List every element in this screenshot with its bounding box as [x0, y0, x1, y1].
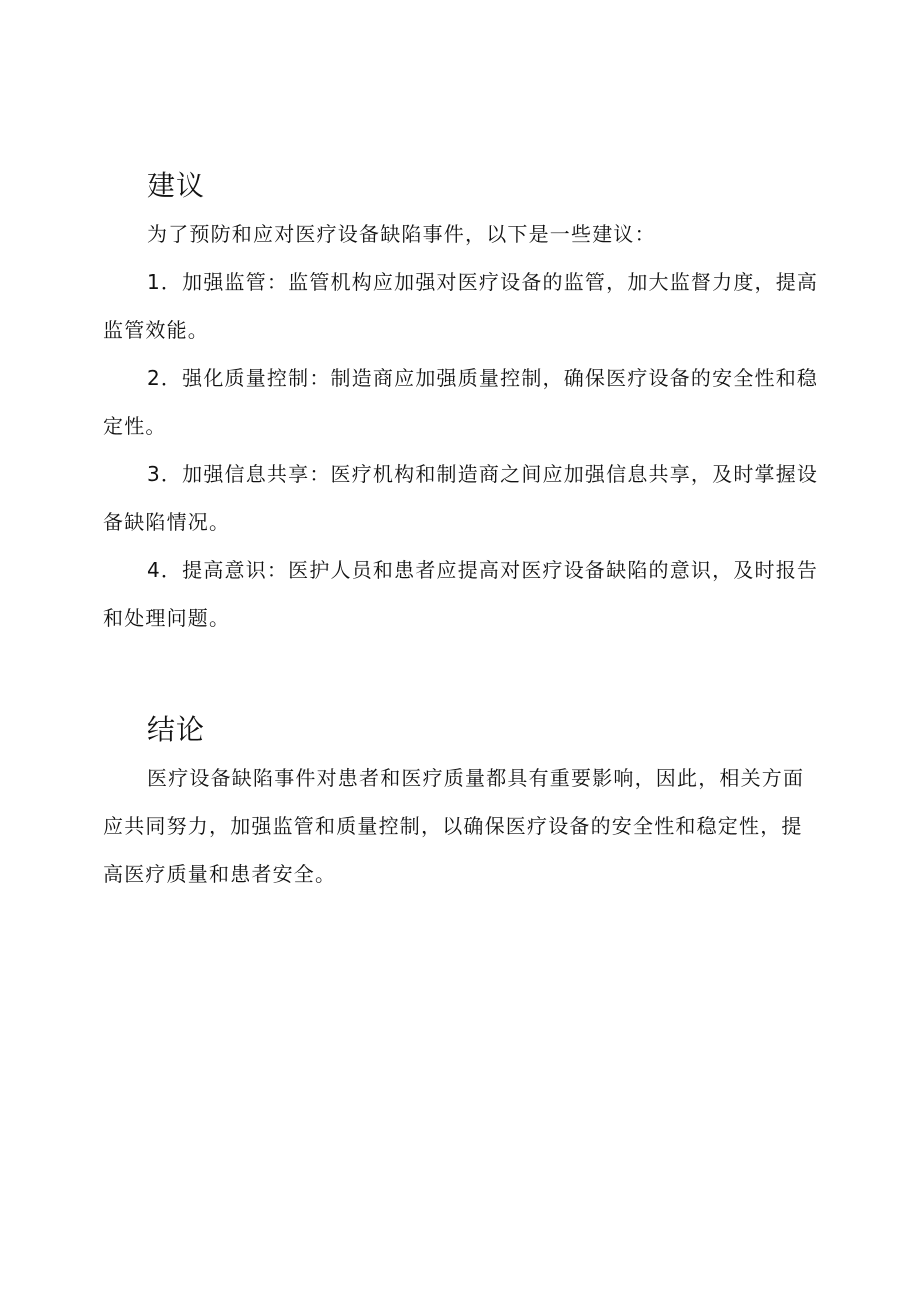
intro-paragraph: 为了预防和应对医疗设备缺陷事件，以下是一些建议：: [147, 222, 656, 246]
suggestion-item-2: 2．强化质量控制：制造商应加强质量控制，确保医疗设备的安全性和稳定性。: [103, 366, 819, 438]
conclusion-paragraph: 医疗设备缺陷事件对患者和医疗质量都具有重要影响，因此，相关方面应共同努力，加强监管和质量控制，以确保医疗设备的安全性和稳定性，提高医疗质量和患者安全。: [103, 766, 805, 886]
document-body: [103, 166, 819, 898]
section-conclusion: [103, 710, 819, 898]
section-heading: 结论: [147, 713, 206, 746]
suggestion-item-1: 1．加强监管：监管机构应加强对医疗设备的监管，加大监督力度，提高监管效能。: [103, 270, 819, 342]
section-heading: 建议: [147, 169, 206, 202]
section-suggestions: [103, 166, 819, 642]
section-spacer: [103, 642, 819, 710]
suggestion-item-4: 4．提高意识：医护人员和患者应提高对医疗设备缺陷的意识，及时报告和处理问题。: [103, 558, 819, 630]
suggestion-item-3: 3．加强信息共享：医疗机构和制造商之间应加强信息共享，及时掌握设备缺陷情况。: [103, 462, 819, 534]
